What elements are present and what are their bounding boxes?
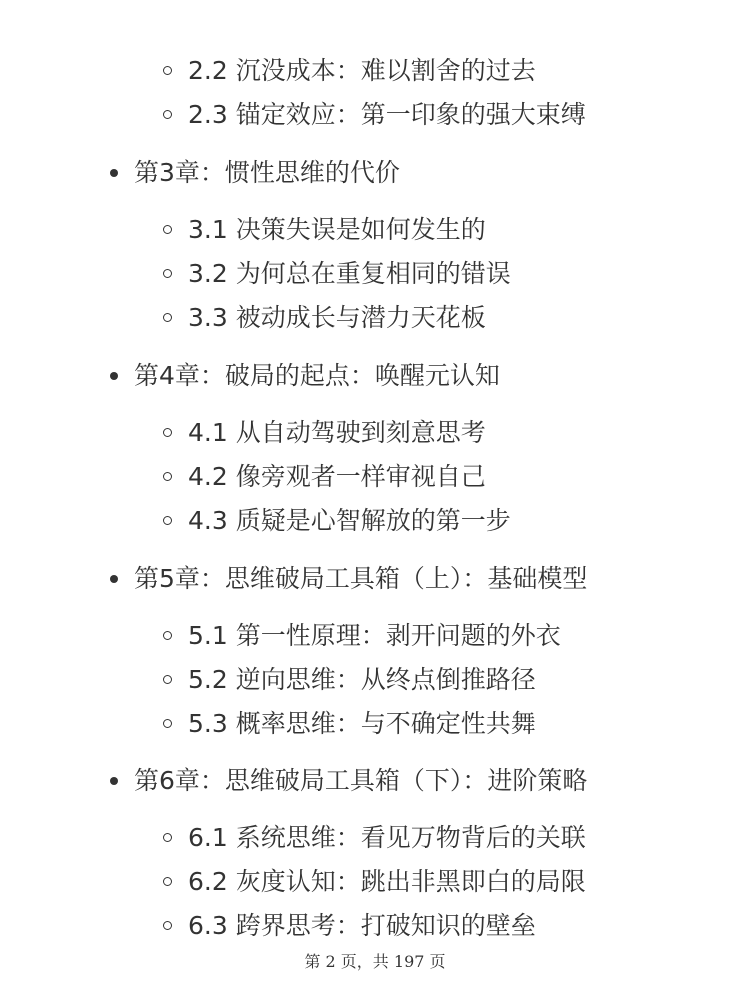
- circle-bullet-icon: [163, 269, 172, 278]
- toc-section-item: [188, 413, 486, 453]
- circle-bullet-icon: [163, 921, 172, 930]
- toc-item-label: 第3章：惯性思维的代价: [134, 158, 400, 187]
- circle-bullet-icon: [163, 66, 172, 75]
- circle-bullet-icon: [163, 877, 172, 886]
- toc-section-item: [188, 616, 561, 656]
- toc-item-label: 6.3 跨界思考：打破知识的壁垒: [188, 911, 536, 940]
- circle-bullet-icon: [163, 428, 172, 437]
- circle-bullet-icon: [163, 631, 172, 640]
- page-footer: [0, 950, 750, 974]
- circle-bullet-icon: [163, 110, 172, 119]
- disc-bullet-icon: [110, 777, 118, 785]
- toc-item-label: 4.2 像旁观者一样审视自己: [188, 462, 486, 491]
- circle-bullet-icon: [163, 516, 172, 525]
- circle-bullet-icon: [163, 313, 172, 322]
- circle-bullet-icon: [163, 225, 172, 234]
- toc-section-item: [188, 818, 586, 858]
- disc-bullet-icon: [110, 575, 118, 583]
- toc-item-label: 第6章：思维破局工具箱（下）：进阶策略: [134, 766, 588, 795]
- toc-item-label: 5.3 概率思维：与不确定性共舞: [188, 709, 536, 738]
- toc-item-label: 6.1 系统思维：看见万物背后的关联: [188, 823, 586, 852]
- circle-bullet-icon: [163, 675, 172, 684]
- toc-chapter-item: [134, 153, 400, 193]
- toc-section-item: [188, 501, 511, 541]
- circle-bullet-icon: [163, 719, 172, 728]
- toc-section-item: [188, 298, 486, 338]
- toc-item-label: 4.1 从自动驾驶到刻意思考: [188, 418, 486, 447]
- toc-item-label: 2.2 沉没成本：难以割舍的过去: [188, 56, 536, 85]
- disc-bullet-icon: [110, 169, 118, 177]
- toc-item-label: 5.1 第一性原理：剥开问题的外衣: [188, 621, 561, 650]
- toc-item-label: 6.2 灰度认知：跳出非黑即白的局限: [188, 867, 586, 896]
- toc-section-item: [188, 95, 586, 135]
- circle-bullet-icon: [163, 833, 172, 842]
- toc-chapter-item: [134, 356, 500, 396]
- toc-item-label: 3.1 决策失误是如何发生的: [188, 215, 486, 244]
- toc-item-label: 第5章：思维破局工具箱（上）：基础模型: [134, 564, 588, 593]
- page-number-label: 第 2 页，共 197 页: [304, 952, 446, 971]
- toc-section-item: [188, 906, 536, 946]
- toc-item-label: 3.3 被动成长与潜力天花板: [188, 303, 486, 332]
- circle-bullet-icon: [163, 472, 172, 481]
- toc-section-item: [188, 862, 586, 902]
- toc-section-item: [188, 704, 536, 744]
- toc-item-label: 5.2 逆向思维：从终点倒推路径: [188, 665, 536, 694]
- toc-section-item: [188, 210, 486, 250]
- toc-section-item: [188, 660, 536, 700]
- disc-bullet-icon: [110, 372, 118, 380]
- toc-section-item: [188, 51, 536, 91]
- toc-item-label: 2.3 锚定效应：第一印象的强大束缚: [188, 100, 586, 129]
- toc-item-label: 3.2 为何总在重复相同的错误: [188, 259, 511, 288]
- toc-chapter-item: [134, 559, 587, 599]
- toc-item-label: 4.3 质疑是心智解放的第一步: [188, 506, 511, 535]
- toc-chapter-item: [134, 761, 587, 801]
- toc-item-label: 第4章：破局的起点：唤醒元认知: [134, 361, 500, 390]
- toc-section-item: [188, 457, 486, 497]
- toc-section-item: [188, 254, 511, 294]
